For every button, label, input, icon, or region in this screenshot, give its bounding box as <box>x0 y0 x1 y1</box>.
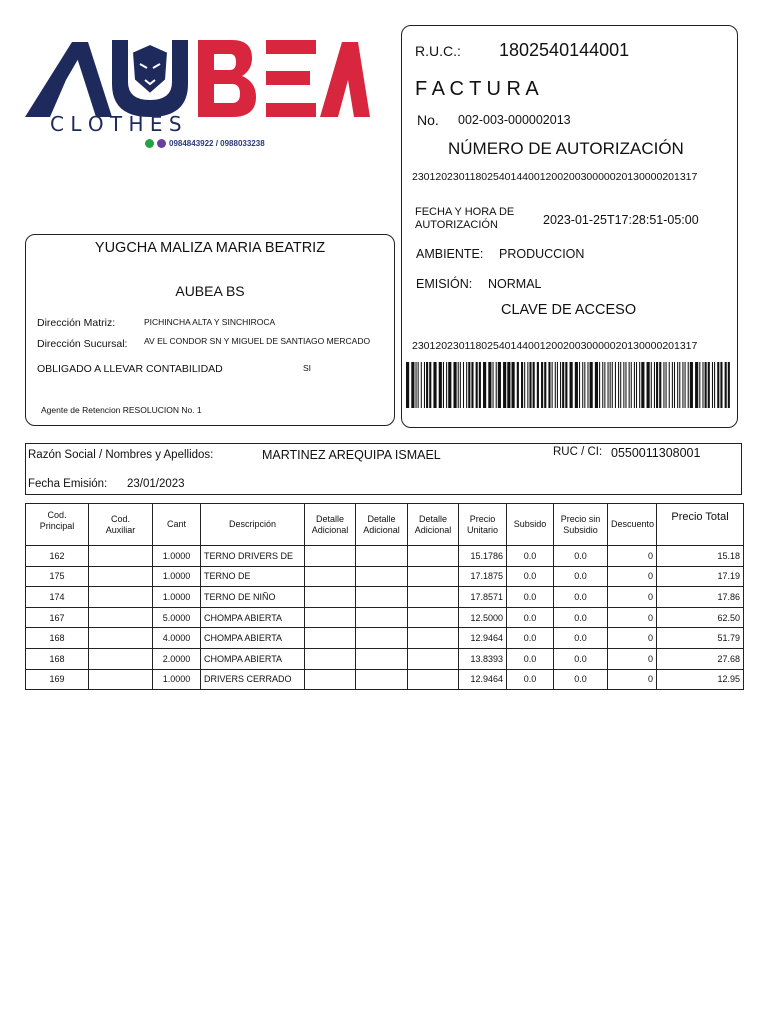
subsidio-cell: 0.0 <box>507 566 554 587</box>
precio-total-cell: 12.95 <box>657 669 744 690</box>
invoice-no-label: No. <box>417 112 439 128</box>
buyer-ruc-label: RUC / CI: <box>553 446 603 458</box>
barcode-bar <box>507 362 510 408</box>
detalle-1-cell <box>305 628 356 649</box>
matriz-label: Dirección Matriz: <box>37 317 116 329</box>
barcode-bar <box>488 362 491 408</box>
detalle-3-cell <box>408 607 459 628</box>
precio-total-cell: 15.18 <box>657 546 744 567</box>
barcode-bar <box>615 362 616 408</box>
detalle-2-cell <box>356 566 408 587</box>
barcode-bar <box>720 362 722 408</box>
precio-sin-subsidio-cell: 0.0 <box>554 607 608 628</box>
barcode-bar <box>463 362 464 408</box>
table-row <box>26 669 744 690</box>
barcode-bar <box>426 362 428 408</box>
precio-sin-subsidio-cell: 0.0 <box>554 566 608 587</box>
descripcion-cell: TERNO DE <box>201 566 305 587</box>
barcode-bar <box>663 362 664 408</box>
buyer-name: MARTINEZ AREQUIPA ISMAEL <box>262 448 441 462</box>
subsidio-cell: 0.0 <box>507 648 554 669</box>
ambiente-label: AMBIENTE: <box>416 247 484 261</box>
precio-unitario-cell: 17.8571 <box>459 587 507 608</box>
precio-total-cell: 17.19 <box>657 566 744 587</box>
table-header-row <box>26 504 744 546</box>
precio-unitario-cell: 12.5000 <box>459 607 507 628</box>
subsidio-cell: 0.0 <box>507 607 554 628</box>
descuento-cell: 0 <box>608 669 657 690</box>
whatsapp-icon <box>145 139 154 148</box>
barcode-bar <box>590 362 593 408</box>
descuento-cell: 0 <box>608 587 657 608</box>
cod-auxiliar-cell <box>89 607 153 628</box>
barcode-bar <box>682 362 683 408</box>
datetime-label-line-2: AUTORIZACIÓN <box>415 219 498 231</box>
barcode-bar <box>544 362 546 408</box>
header-subsidio: Subsido <box>507 504 554 546</box>
cant-cell: 2.0000 <box>153 648 201 669</box>
header-precio-sin-subsidio: Precio sin Subsidio <box>554 504 608 546</box>
cod-principal-cell: 168 <box>26 648 89 669</box>
barcode-bar <box>602 362 603 408</box>
detalle-3-cell <box>408 669 459 690</box>
cod-auxiliar-cell <box>89 669 153 690</box>
buyer-date: 23/01/2023 <box>127 478 185 490</box>
header-detalle-2: Detalle Adicional <box>356 504 408 546</box>
viber-icon <box>157 139 166 148</box>
buyer-ruc: 0550011308001 <box>611 446 701 460</box>
ruc-label: R.U.C.: <box>415 43 461 59</box>
barcode-bar <box>623 362 624 408</box>
table-row <box>26 628 744 649</box>
barcode-bar <box>620 362 621 408</box>
cant-cell: 1.0000 <box>153 546 201 567</box>
barcode-bar <box>541 362 543 408</box>
barcode-bar <box>708 362 710 408</box>
barcode-bar <box>618 362 619 408</box>
barcode-bar <box>521 362 523 408</box>
detalle-2-cell <box>356 648 408 669</box>
clave-value: 2301202301180254014400120020030000020130000201317 <box>412 340 698 352</box>
barcode-bar <box>651 362 652 408</box>
detalle-1-cell <box>305 648 356 669</box>
precio-unitario-cell: 15.1786 <box>459 546 507 567</box>
barcode-bar <box>669 362 670 408</box>
buyer-info-box <box>25 443 742 495</box>
barcode-bar <box>537 362 539 408</box>
barcode-bar <box>579 362 580 408</box>
descuento-cell: 0 <box>608 607 657 628</box>
ambiente-value: PRODUCCION <box>499 247 585 261</box>
subsidio-cell: 0.0 <box>507 587 554 608</box>
barcode-bar <box>533 362 535 408</box>
header-cod-principal: Cod. Principal <box>26 504 89 546</box>
cod-auxiliar-cell <box>89 628 153 649</box>
detalle-3-cell <box>408 546 459 567</box>
header-descuento: Descuento <box>608 504 657 546</box>
detalle-3-cell <box>408 587 459 608</box>
precio-total-cell: 17.86 <box>657 587 744 608</box>
barcode-bar <box>714 362 715 408</box>
precio-unitario-cell: 12.9464 <box>459 669 507 690</box>
descuento-cell: 0 <box>608 648 657 669</box>
cod-principal-cell: 167 <box>26 607 89 628</box>
header-precio-unitario: Precio Unitario <box>459 504 507 546</box>
barcode-bar <box>674 362 675 408</box>
emision-label: EMISIÓN: <box>416 277 473 291</box>
barcode-bar <box>631 362 632 408</box>
emision-value: NORMAL <box>488 277 542 291</box>
barcode-bar <box>587 362 588 408</box>
contabilidad-label: OBLIGADO A LLEVAR CONTABILIDAD <box>37 363 223 375</box>
invoice-number: 002-003-000002013 <box>458 113 571 127</box>
detalle-1-cell <box>305 607 356 628</box>
barcode-bar <box>695 362 698 408</box>
barcode-bar <box>702 362 703 408</box>
barcode-bar <box>421 362 422 408</box>
issuer-trade-name: AUBEA BS <box>175 283 245 299</box>
contabilidad-value: SI <box>303 363 312 373</box>
barcode-bar <box>712 362 713 408</box>
barcode-bar <box>453 362 456 408</box>
precio-unitario-cell: 13.8393 <box>459 648 507 669</box>
barcode-bar <box>582 362 583 408</box>
datetime-label-line-1: FECHA Y HORA DE <box>415 206 515 218</box>
barcode-bar <box>666 362 667 408</box>
header-descripcion: Descripción <box>201 504 305 546</box>
clave-title: CLAVE DE ACCESO <box>501 302 637 318</box>
descripcion-cell: CHOMPA ABIERTA <box>201 628 305 649</box>
cod-auxiliar-cell <box>89 546 153 567</box>
barcode-bar <box>479 362 481 408</box>
descripcion-cell: CHOMPA ABIERTA <box>201 648 305 669</box>
barcode-bar <box>433 362 436 408</box>
barcode-bar <box>608 362 609 408</box>
precio-sin-subsidio-cell: 0.0 <box>554 669 608 690</box>
precio-total-cell: 62.50 <box>657 607 744 628</box>
barcode-bar <box>672 362 673 408</box>
header-detalle-1: Detalle Adicional <box>305 504 356 546</box>
detalle-2-cell <box>356 546 408 567</box>
table-row <box>26 587 744 608</box>
barcode-bar <box>552 362 553 408</box>
subsidio-cell: 0.0 <box>507 546 554 567</box>
barcode-bar <box>599 362 600 408</box>
brand-contact <box>145 139 265 148</box>
ruc-value: 1802540144001 <box>499 40 630 60</box>
barcode-bar <box>498 362 501 408</box>
barcode-bar <box>555 362 556 408</box>
table-row <box>26 607 744 628</box>
barcode-bar <box>570 362 573 408</box>
subsidio-cell: 0.0 <box>507 628 554 649</box>
barcode-bar <box>524 362 525 408</box>
descripcion-cell: TERNO DRIVERS DE <box>201 546 305 567</box>
detalle-1-cell <box>305 566 356 587</box>
barcode-bar <box>443 362 444 408</box>
invoice-title: F A C T U R A <box>415 78 539 100</box>
barcode-bar <box>659 362 661 408</box>
barcode-bar <box>439 362 442 408</box>
sucursal-value: AV EL CONDOR SN Y MIGUEL DE SANTIAGO MERCADO <box>144 336 371 346</box>
barcode-bar <box>548 362 550 408</box>
barcode-bar <box>446 362 447 408</box>
barcode-bar <box>466 362 467 408</box>
descripcion-cell: TERNO DE NIÑO <box>201 587 305 608</box>
descripcion-cell: DRIVERS CERRADO <box>201 669 305 690</box>
barcode-bar <box>654 362 655 408</box>
cant-cell: 1.0000 <box>153 566 201 587</box>
barcode-bar <box>610 362 611 408</box>
cod-auxiliar-cell <box>89 587 153 608</box>
table-row <box>26 648 744 669</box>
precio-sin-subsidio-cell: 0.0 <box>554 587 608 608</box>
precio-unitario-cell: 17.1875 <box>459 566 507 587</box>
barcode-bar <box>634 362 635 408</box>
auth-number: 2301202301180254014400120020030000020130000201317 <box>412 171 698 183</box>
items-table <box>25 503 744 690</box>
detalle-3-cell <box>408 648 459 669</box>
barcode-bar <box>560 362 561 408</box>
barcode-bar <box>460 362 461 408</box>
barcode-bar <box>688 362 689 408</box>
barcode-bar <box>677 362 678 408</box>
precio-sin-subsidio-cell: 0.0 <box>554 628 608 649</box>
barcode-bar <box>418 362 419 408</box>
barcode-bar <box>527 362 528 408</box>
barcode-bar <box>705 362 707 408</box>
header-detalle-3: Detalle Adicional <box>408 504 459 546</box>
sucursal-label: Dirección Sucursal: <box>37 338 128 350</box>
barcode-bar <box>625 362 626 408</box>
cant-cell: 1.0000 <box>153 587 201 608</box>
detalle-3-cell <box>408 566 459 587</box>
barcode-bar <box>496 362 497 408</box>
detalle-2-cell <box>356 607 408 628</box>
precio-total-cell: 27.68 <box>657 648 744 669</box>
barcode-bar <box>679 362 680 408</box>
detalle-3-cell <box>408 628 459 649</box>
barcode-bar <box>448 362 451 408</box>
header-cant: Cant <box>153 504 201 546</box>
issuer-name: YUGCHA MALIZA MARIA BEATRIZ <box>94 240 326 256</box>
barcode-bar <box>557 362 558 408</box>
detalle-2-cell <box>356 628 408 649</box>
cod-auxiliar-cell <box>89 648 153 669</box>
brand-logo <box>20 22 370 167</box>
barcode-bar <box>728 362 730 408</box>
agente-retencion: Agente de Retencion RESOLUCION No. 1 <box>41 405 202 415</box>
cod-principal-cell: 169 <box>26 669 89 690</box>
barcode-bar <box>503 362 506 408</box>
barcode-bar <box>699 362 700 408</box>
cod-principal-cell: 175 <box>26 566 89 587</box>
barcode-bar <box>483 362 486 408</box>
barcode-bar <box>575 362 578 408</box>
detalle-2-cell <box>356 587 408 608</box>
barcode-bar <box>690 362 693 408</box>
barcode-bar <box>725 362 727 408</box>
cant-cell: 1.0000 <box>153 669 201 690</box>
precio-total-cell: 51.79 <box>657 628 744 649</box>
barcode-bar <box>468 362 470 408</box>
header-cod-auxiliar: Cod. Auxiliar <box>89 504 153 546</box>
buyer-date-label: Fecha Emisión: <box>28 478 108 490</box>
barcode-bar <box>656 362 658 408</box>
precio-sin-subsidio-cell: 0.0 <box>554 546 608 567</box>
barcode-bar <box>604 362 605 408</box>
barcode-bar <box>424 362 425 408</box>
header-precio-total: Precio Total <box>657 504 744 546</box>
barcode-bar <box>595 362 598 408</box>
barcode-bar <box>493 362 494 408</box>
precio-unitario-cell: 12.9464 <box>459 628 507 649</box>
cod-principal-cell: 162 <box>26 546 89 567</box>
cant-cell: 4.0000 <box>153 628 201 649</box>
auth-title: NÚMERO DE AUTORIZACIÓN <box>448 139 684 158</box>
barcode-bar <box>584 362 585 408</box>
cod-auxiliar-cell <box>89 566 153 587</box>
descuento-cell: 0 <box>608 628 657 649</box>
barcode-bar <box>476 362 478 408</box>
datetime-value: 2023-01-25T17:28:51-05:00 <box>543 213 699 227</box>
descuento-cell: 0 <box>608 546 657 567</box>
precio-sin-subsidio-cell: 0.0 <box>554 648 608 669</box>
detalle-1-cell <box>305 587 356 608</box>
datetime-label <box>415 206 514 232</box>
barcode-bar <box>647 362 650 408</box>
barcode-bar <box>411 362 414 408</box>
subsidio-cell: 0.0 <box>507 669 554 690</box>
barcode-bar <box>406 362 409 408</box>
brand-phones: 0984843922 / 0988033238 <box>169 139 265 148</box>
barcode-bar <box>636 362 637 408</box>
cod-principal-cell: 168 <box>26 628 89 649</box>
detalle-1-cell <box>305 546 356 567</box>
invoice-info-box <box>401 25 738 428</box>
matriz-value: PICHINCHA ALTA Y SINCHIROCA <box>144 317 276 327</box>
barcode-bar <box>717 362 719 408</box>
detalle-2-cell <box>356 669 408 690</box>
barcode-bar <box>416 362 417 408</box>
detalle-1-cell <box>305 669 356 690</box>
barcode-bar <box>517 362 519 408</box>
barcode-bar <box>471 362 473 408</box>
descuento-cell: 0 <box>608 566 657 587</box>
barcode-bar <box>565 362 567 408</box>
barcode-bar <box>458 362 459 408</box>
barcode-bar <box>512 362 515 408</box>
barcode-bar <box>685 362 686 408</box>
buyer-name-label: Razón Social / Nombres y Apellidos: <box>28 449 214 461</box>
brand-subtitle: C L O T H E S <box>50 112 182 136</box>
barcode-bar <box>429 362 431 408</box>
table-row <box>26 566 744 587</box>
barcode-bar <box>629 362 630 408</box>
barcode <box>406 362 732 408</box>
barcode-bar <box>639 362 640 408</box>
cant-cell: 5.0000 <box>153 607 201 628</box>
barcode-bar <box>529 362 531 408</box>
barcode-bar <box>641 362 644 408</box>
cod-principal-cell: 174 <box>26 587 89 608</box>
issuer-info-box <box>25 234 395 426</box>
table-row <box>26 546 744 567</box>
barcode-bar <box>562 362 564 408</box>
barcode-bar <box>612 362 613 408</box>
descripcion-cell: CHOMPA ABIERTA <box>201 607 305 628</box>
